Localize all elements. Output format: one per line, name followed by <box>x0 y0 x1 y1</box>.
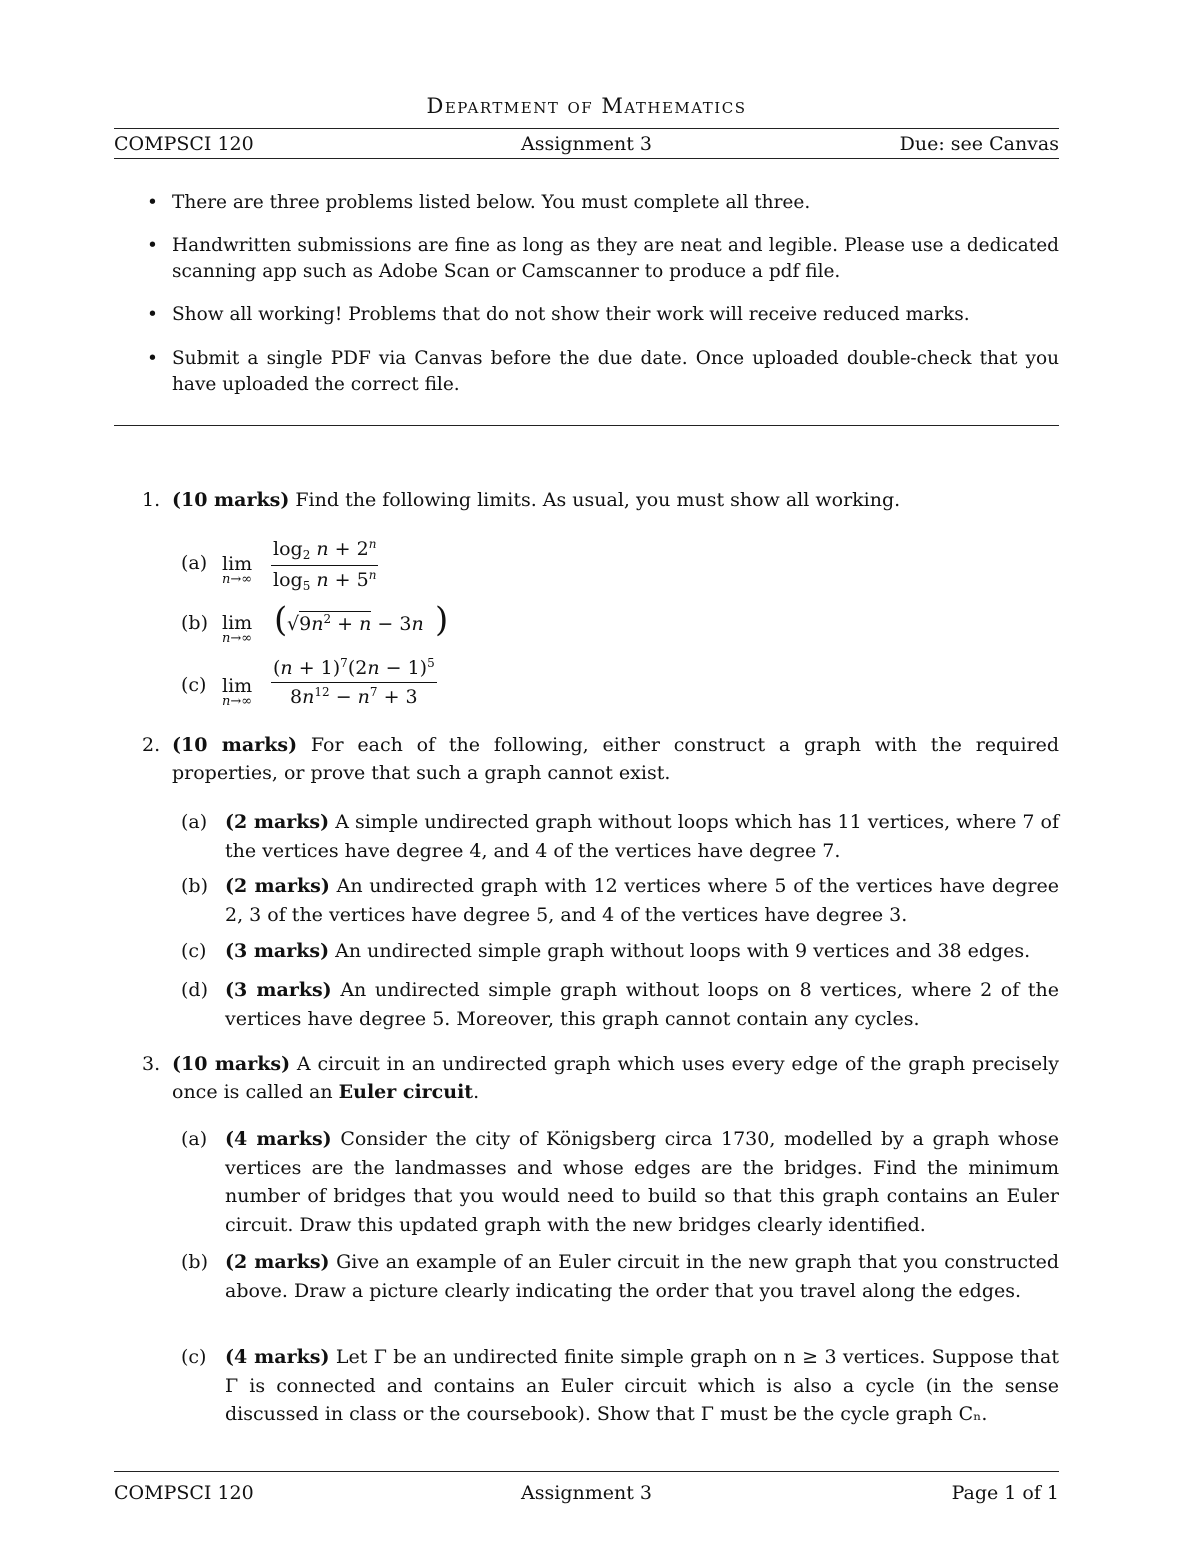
footer-rule <box>114 1471 1059 1472</box>
problem-marks: (10 marks) <box>172 734 298 756</box>
problem-marks: (10 marks) <box>172 1053 291 1075</box>
limit-expression: $√9n^2 + n - 3n$ <box>287 612 424 635</box>
limit-operator: lim n→∞ <box>222 675 253 709</box>
footer-page-number: Page 1 of 1 <box>951 1482 1059 1504</box>
part-text: A simple undirected graph without loops which has 11 vertices, where 7 of the vertices have degree 4, and 4 of the vertices have degree 7. <box>225 811 1059 862</box>
part-text: Let Γ be an undirected finite simple graph on n ≥ 3 vertices. Suppose that Γ is connected and contains an Euler circuit which is also a cycle (in the sense discussed in class or the coursebook). Show that Γ must be the cycle graph Cₙ. <box>225 1346 1059 1425</box>
instruction-text: Show all working! Problems that do not show their work will receive reduced marks. <box>172 304 970 325</box>
euler-circuit-term: Euler circuit <box>338 1081 474 1103</box>
problem-2d <box>114 976 1059 1033</box>
department-title: Department of Mathematics <box>426 94 747 118</box>
limit-operator: lim n→∞ <box>222 553 253 587</box>
footer-course: COMPSCI 120 <box>114 1482 254 1504</box>
part-label: (d) <box>181 979 208 1001</box>
part-marks: (4 marks) <box>225 1128 332 1150</box>
bullet-icon: • <box>147 235 158 256</box>
instruction-item <box>114 190 1059 216</box>
part-label: (b) <box>181 875 208 897</box>
problem-3b <box>114 1248 1059 1305</box>
part-text: An undirected simple graph without loops on 8 vertices, where 2 of the vertices have degree 5. Moreover, this graph cannot contain any cycles. <box>225 979 1060 1030</box>
part-marks: (3 marks) <box>225 940 330 962</box>
part-label: (c) <box>181 1346 207 1368</box>
part-marks: (4 marks) <box>225 1346 330 1368</box>
instruction-item <box>114 346 1059 398</box>
bullet-icon: • <box>147 348 158 369</box>
header-rule-top <box>114 128 1059 129</box>
header-assignment: Assignment 3 <box>521 133 652 155</box>
part-label: (c) <box>181 674 207 696</box>
problem-3a <box>114 1125 1059 1239</box>
instruction-item <box>114 302 1059 328</box>
limit-operator: lim n→∞ <box>222 612 253 646</box>
part-label: (a) <box>181 811 208 833</box>
problem-marks: (10 marks) <box>172 489 290 511</box>
problem-text: For each of the following, either construct a graph with the required properties, or prove that such a graph cannot exist. <box>172 734 1060 784</box>
instruction-text: There are three problems listed below. You must complete all three. <box>172 192 811 213</box>
part-marks: (2 marks) <box>225 811 330 833</box>
problem-2c <box>114 937 1059 966</box>
instruction-text: Handwritten submissions are fine as long as they are neat and legible. Please use a dedicated scanning app such as Adobe Scan or Camscanner to produce a pdf file. <box>172 235 1059 282</box>
header-due: Due: see Canvas <box>899 133 1059 155</box>
problem-3c <box>114 1343 1059 1429</box>
part-label: (b) <box>181 612 208 634</box>
header-rule-bottom <box>114 158 1059 159</box>
problem-text: A circuit in an undirected graph which uses every edge of the graph precisely once is called an <box>172 1053 1059 1103</box>
part-marks: (2 marks) <box>225 875 330 897</box>
instruction-item <box>114 233 1059 285</box>
instruction-text: Submit a single PDF via Canvas before the due date. Once uploaded double-check that you have uploaded the correct file. <box>172 348 1059 395</box>
part-label: (b) <box>181 1251 208 1273</box>
problem-1 <box>114 486 1059 514</box>
problem-number: 1. <box>142 489 161 511</box>
part-text: An undirected graph with 12 vertices where 5 of the vertices have degree 2, 3 of the vertices have degree 5, and 4 of the vertices have degree 3. <box>225 875 1059 926</box>
problem-text: Find the following limits. As usual, you must show all working. <box>295 489 901 511</box>
limit-fraction: $\frac{(n + 1)^7(2n - 1)^5}{8n^{12} - n^7 + 3}$ <box>273 656 435 708</box>
limit-fraction: $\frac{\log_2 n + 2^n}{\log_5 n + 5^n}$ <box>273 537 377 593</box>
part-label: (c) <box>181 940 207 962</box>
part-label: (a) <box>181 1128 208 1150</box>
bullet-icon: • <box>147 304 158 325</box>
instructions-rule <box>114 425 1059 426</box>
problem-2a <box>114 808 1059 865</box>
part-text: Consider the city of Königsberg circa 1730, modelled by a graph whose vertices are the landmasses and whose edges are the bridges. Find the minimum number of bridges that you would need to build so that this graph contains an Euler circuit. Draw this updated graph with the new bridges clearly identified. <box>225 1128 1060 1236</box>
bullet-icon: • <box>147 192 158 213</box>
problem-2b <box>114 872 1059 929</box>
part-marks: (2 marks) <box>225 1251 330 1273</box>
problem-number: 2. <box>142 734 161 756</box>
part-marks: (3 marks) <box>225 979 332 1001</box>
footer-assignment: Assignment 3 <box>521 1482 652 1504</box>
problem-3: 3. (10 marks) A circuit in an undirected graph which uses every edge of the graph precisely once is called an Euler circuit. <box>114 1050 1059 1106</box>
header-course: COMPSCI 120 <box>114 133 254 155</box>
part-text: Give an example of an Euler circuit in the new graph that you constructed above. Draw a picture clearly indicating the order that you travel along the edges. <box>225 1251 1060 1302</box>
problem-number: 3. <box>142 1053 161 1075</box>
part-label: (a) <box>181 552 208 574</box>
document-page: Department of Mathematics COMPSCI 120 Assignment 3 Due: see Canvas • There are three problems listed below. You must complete all three. • Handwritten submissions are fine as long as they are neat and legible. Please use a dedicated scanning app such as Adobe Scan or Camscanner to produce a pdf file. • Show all working! Problems that do not show their work will receive reduced marks. • Submit a single PDF via Canvas before the due date. Once uploaded double-check that you have uploaded the correct file. 1. (10 marks) Find the following limits. As usual, you must show all working. (a) lim n→∞ $\frac{\log_2 n + 2^n}{\log_5 n + 5^n}$ (b) lim n→∞ ( $√9n^2 + n - 3n$ ) (c) lim n→∞ $\frac{(n + 1)^7(2n - 1)^5}{8n^{12} - n^7 + 3}$ 2. (10 marks) For each of the following, either construct a graph with the required properties, or prove that such a graph cannot exist. (a) (2 marks) A simple undirected graph without loops which has 11 vertices, where 7 of the vertices have degree 4, and 4 of the vertices have degree 7. (b) (2 marks) An undirected graph with 12 vertices where 5 of the vertices have degree 2, 3 of the vertices have degree 5, and 4 of the vertices have degree 3. (c) (3 marks) An undirected simple graph without loops with 9 vertices and 38 edges. (d) (3 marks) An undirected simple graph without loops on 8 vertices, where 2 of the vertices have degree 5. Moreover, this graph cannot contain any cycles. 3. (10 marks) A circuit in an undirected graph which uses every edge of the graph precisely once is called an Euler circuit. (a) (4 marks) Consider the city of Königsberg circa 1730, modelled by a graph whose vertices are the landmasses and whose edges are the bridges. Find the minimum number of bridges that you would need to build so that this graph contains an Euler circuit. Draw this updated graph with the new bridges clearly identified. (b) (2 marks) Give an example of an Euler circuit in the new graph that you constructed above. Draw a picture clearly indicating the order that you travel along the edges. (c) (4 marks) Let Γ be an undirected finite simple graph on n ≥ 3 vertices. Suppose that Γ is connected and contains an Euler circuit which is also a cycle (in the sense discussed in class or the coursebook). Show that Γ must be the cycle graph Cₙ. COMPSCI 120 Assignment 3 Page 1 of 1 <box>114 94 1060 1504</box>
part-text: An undirected simple graph without loops with 9 vertices and 38 edges. <box>335 940 1031 962</box>
problem-2 <box>114 731 1059 787</box>
